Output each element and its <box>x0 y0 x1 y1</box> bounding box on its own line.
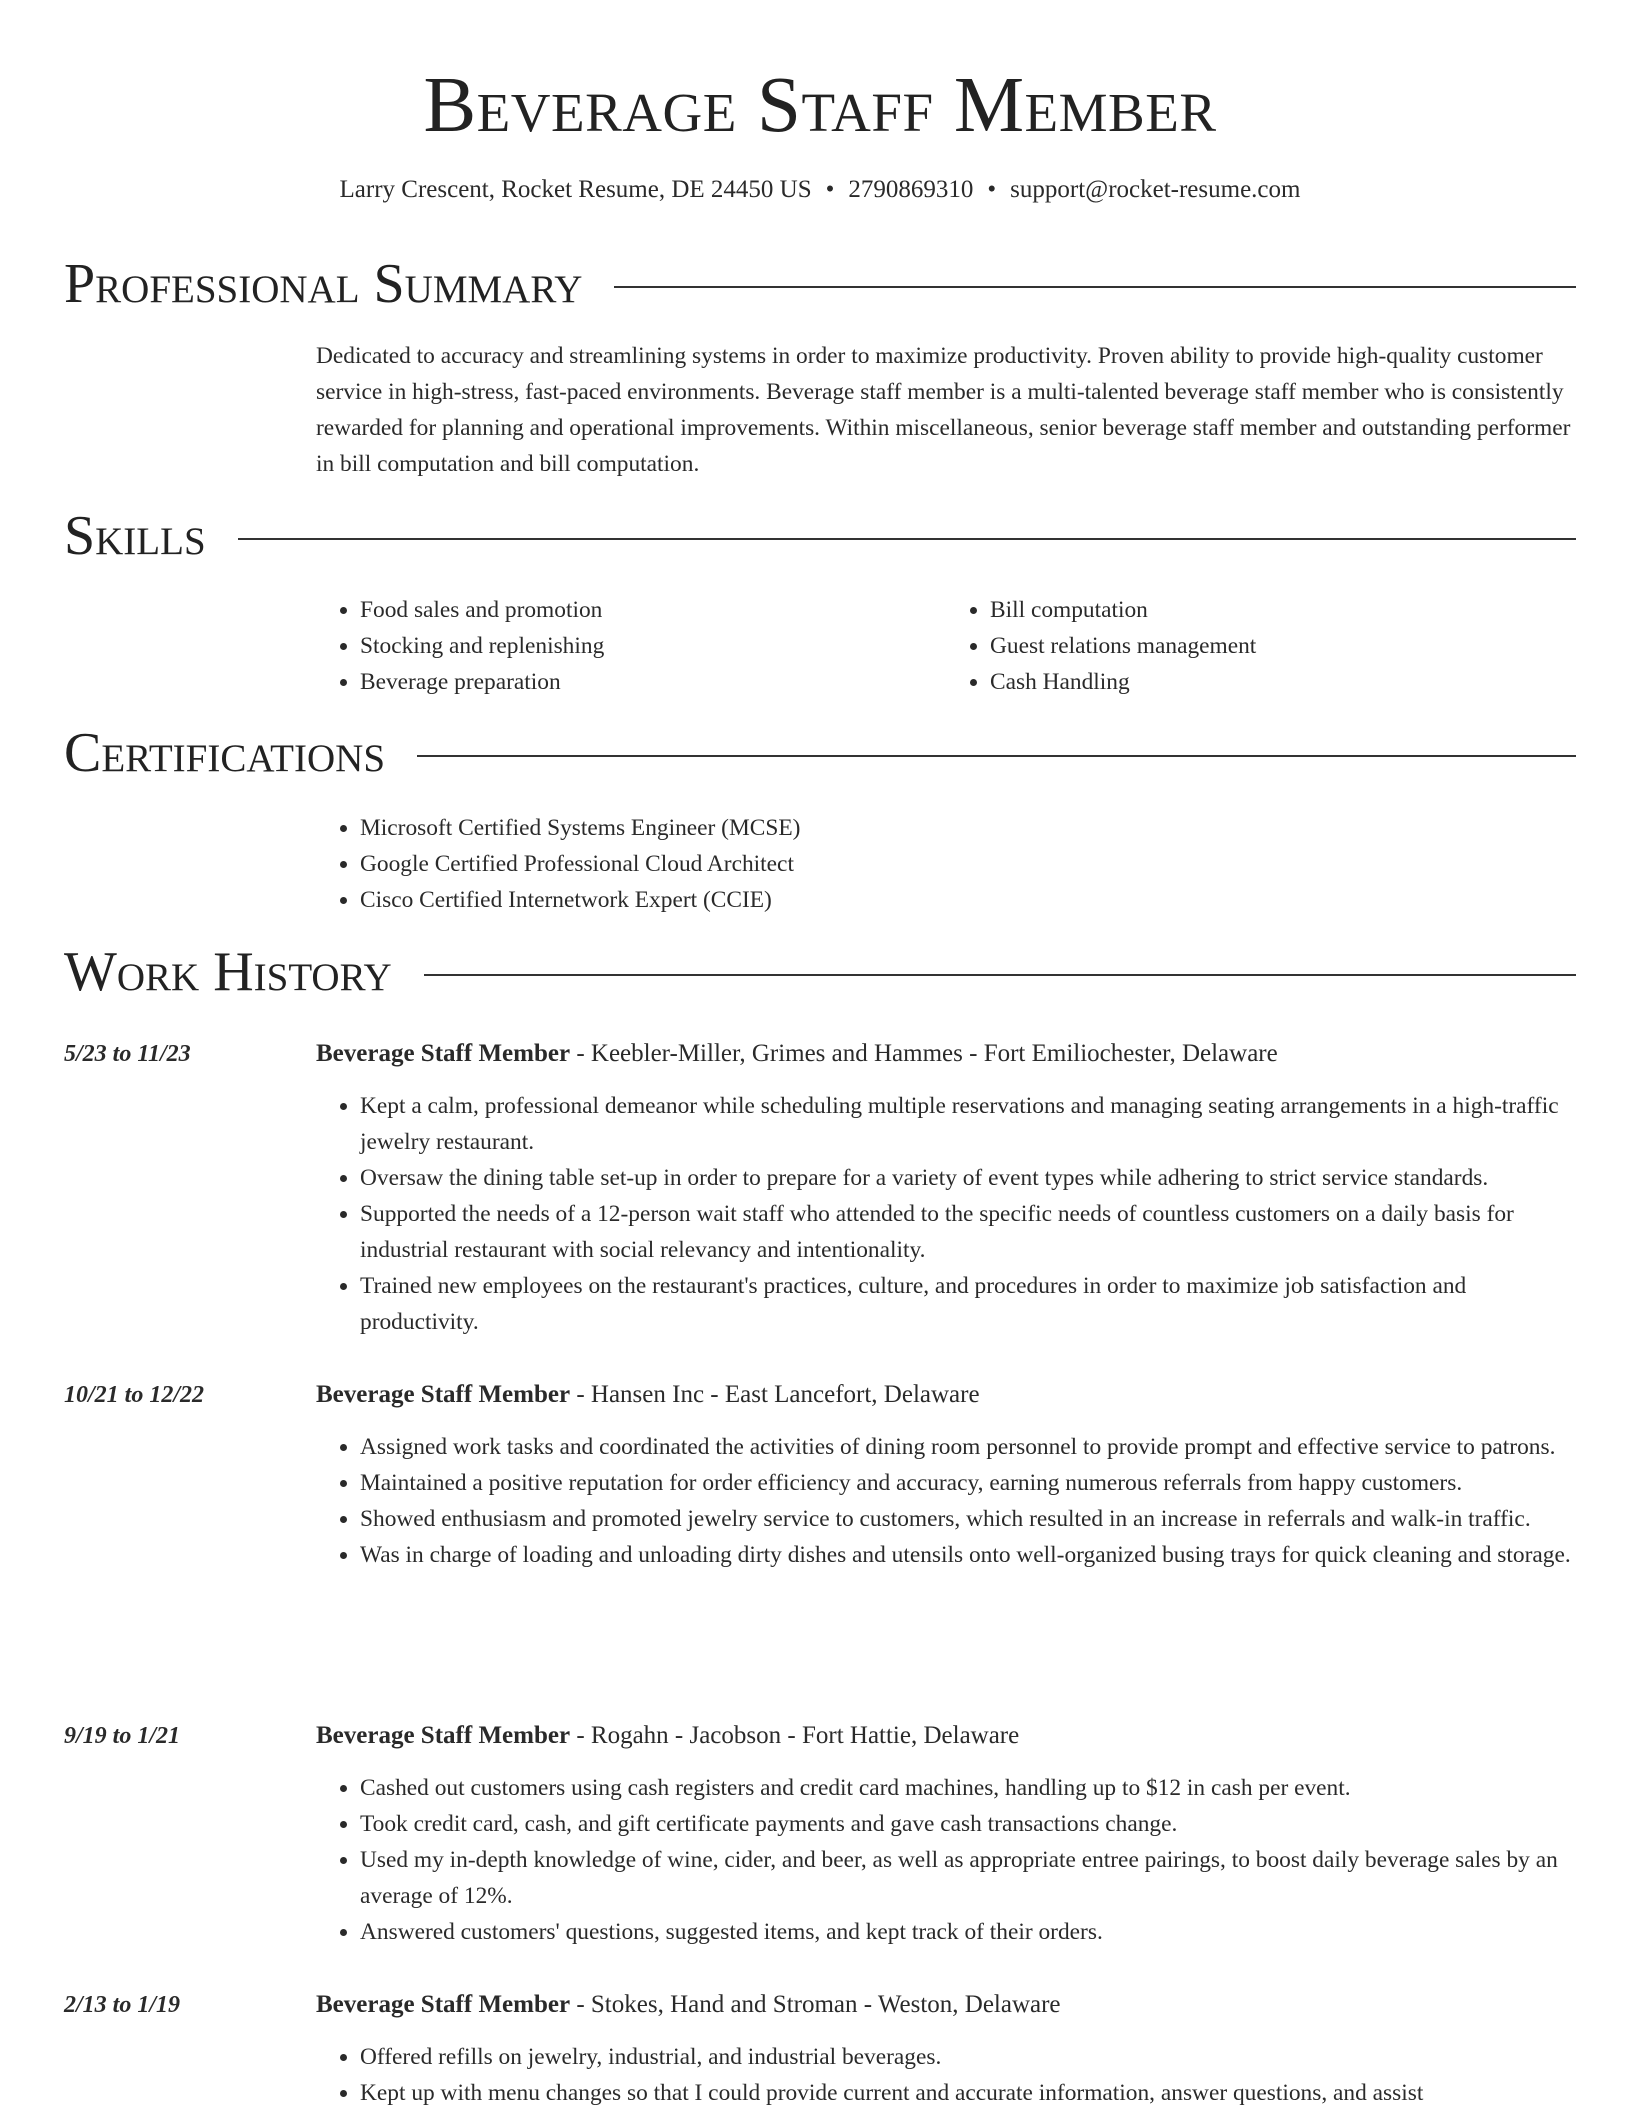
job-bullet: • Cashed out customers using cash registers and credit card machines, handling up to $12 in cash per event. <box>360 1770 1576 1806</box>
certification-item: • Microsoft Certified Systems Engineer (MCSE) <box>360 810 1576 846</box>
certification-item: • Cisco Certified Internetwork Expert (CCIE) <box>360 882 1576 918</box>
contact-line <box>64 173 1576 207</box>
skills-list-left <box>316 592 946 700</box>
section-divider <box>424 974 1576 976</box>
work-history-section-header <box>64 940 1576 1004</box>
section-title-work-history: Work History <box>64 941 392 1003</box>
job-title: Beverage Staff Member <box>316 1381 571 1408</box>
skill-item: • Beverage preparation <box>360 664 946 700</box>
job-bullets <box>316 1088 1576 1340</box>
job-dates: 9/19 to 1/21 <box>64 1723 181 1749</box>
contact-email: support@rocket-resume.com <box>1010 176 1301 203</box>
section-divider <box>238 538 1576 540</box>
job-bullet: • Supported the needs of a 12-person wait staff who attended to the specific needs of countless customers on a daily basis for industrial restaurant with social relevancy and intentionality. <box>360 1196 1576 1268</box>
job-dates: 2/13 to 1/19 <box>64 1992 181 2018</box>
skills-list-right <box>946 592 1576 700</box>
section-divider <box>417 755 1576 757</box>
skill-item: • Bill computation <box>990 592 1576 628</box>
job-dates: 10/21 to 12/22 <box>64 1382 205 1408</box>
certifications-list <box>316 810 1576 918</box>
job-employer: - Keebler-Miller, Grimes and Hammes - Fort Emiliochester, Delaware <box>570 1040 1278 1067</box>
job-title: Beverage Staff Member <box>316 1991 571 2018</box>
job-bullet: • Trained new employees on the restaurant's practices, culture, and procedures in order to maximize job satisfaction and productivity. <box>360 1268 1576 1340</box>
certification-item: • Google Certified Professional Cloud Architect <box>360 846 1576 882</box>
skill-item: • Food sales and promotion <box>360 592 946 628</box>
job-bullets <box>316 1429 1576 1573</box>
job-bullet: • Was in charge of loading and unloading dirty dishes and utensils onto well-organized busing trays for quick cleaning and storage. <box>360 1537 1576 1573</box>
job-bullet: • Kept a calm, professional demeanor while scheduling multiple reservations and managing seating arrangements in a high-traffic jewelry restaurant. <box>360 1088 1576 1160</box>
job-title-line <box>316 1377 1576 1413</box>
candidate-name: Beverage Staff Member <box>423 62 1217 149</box>
section-divider <box>614 286 1576 288</box>
summary-section-header <box>64 252 1576 316</box>
certifications-section-header <box>64 721 1576 785</box>
certifications-block <box>316 810 1576 918</box>
job-bullet: • Kept up with menu changes so that I could provide current and accurate information, answer questions, and assist <box>360 2075 1576 2111</box>
contact-separator: • <box>825 176 835 203</box>
job-dates: 5/23 to 11/23 <box>64 1041 191 1067</box>
contact-separator: • <box>987 176 997 203</box>
section-title-summary: Professional Summary <box>64 253 583 315</box>
skills-columns <box>316 592 1576 700</box>
skill-item: • Guest relations management <box>990 628 1576 664</box>
job-bullets <box>316 1770 1576 1950</box>
job-employer: - Rogahn - Jacobson - Fort Hattie, Delaware <box>570 1722 1020 1749</box>
job-title-line <box>316 1987 1576 2023</box>
contact-phone: 2790869310 <box>848 176 974 203</box>
job-employer: - Stokes, Hand and Stroman - Weston, Delaware <box>570 1991 1061 2018</box>
summary-text: Dedicated to accuracy and streamlining systems in order to maximize productivity. Proven ability to provide high-quality customer service in high-stress, fast-paced environments. Beverage staff member is a multi-talented beverage staff member who is consistently rewarded for planning and operational improvements. Within miscellaneous, senior beverage staff member and outstanding performer in bill computation and bill computation. <box>316 343 1571 477</box>
job-bullet: • Took credit card, cash, and gift certificate payments and gave cash transactions change. <box>360 1806 1576 1842</box>
job-title: Beverage Staff Member <box>316 1722 571 1749</box>
section-title-skills: Skills <box>64 505 206 567</box>
job-bullet: • Showed enthusiasm and promoted jewelry service to customers, which resulted in an increase in referrals and walk-in traffic. <box>360 1501 1576 1537</box>
section-title-certifications: Certifications <box>64 722 386 784</box>
job-title-line <box>316 1036 1576 1072</box>
skill-item: • Stocking and replenishing <box>360 628 946 664</box>
job-bullet: • Maintained a positive reputation for order efficiency and accuracy, earning numerous referrals from happy customers. <box>360 1465 1576 1501</box>
job-title: Beverage Staff Member <box>316 1040 571 1067</box>
job-employer: - Hansen Inc - East Lancefort, Delaware <box>570 1381 980 1408</box>
skill-item: • Cash Handling <box>990 664 1576 700</box>
skills-section-header <box>64 504 1576 568</box>
job-bullet: • Answered customers' questions, suggested items, and kept track of their orders. <box>360 1914 1576 1950</box>
job-bullet: • Oversaw the dining table set-up in order to prepare for a variety of event types while adhering to strict service standards. <box>360 1160 1576 1196</box>
job-bullet: • Used my in-depth knowledge of wine, cider, and beer, as well as appropriate entree pairings, to boost daily beverage sales by an average of 12%. <box>360 1842 1576 1914</box>
contact-address: Larry Crescent, Rocket Resume, DE 24450 US <box>339 176 812 203</box>
job-bullet: • Offered refills on jewelry, industrial, and industrial beverages. <box>360 2039 1576 2075</box>
job-bullet: • Assigned work tasks and coordinated the activities of dining room personnel to provide prompt and effective service to patrons. <box>360 1429 1576 1465</box>
job-bullets <box>316 2039 1576 2111</box>
job-title-line <box>316 1718 1576 1754</box>
